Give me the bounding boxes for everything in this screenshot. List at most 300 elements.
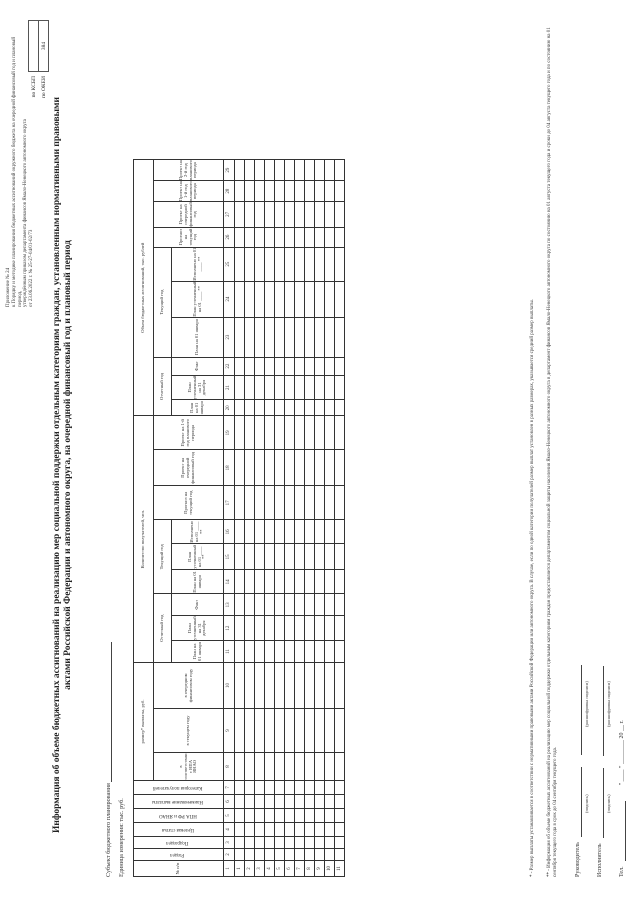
table-cell[interactable] — [285, 709, 295, 753]
table-cell[interactable] — [235, 400, 245, 416]
table-cell[interactable] — [295, 849, 305, 861]
table-cell[interactable] — [325, 227, 335, 247]
table-cell[interactable] — [245, 181, 255, 202]
table-cell[interactable] — [255, 616, 265, 641]
table-cell[interactable] — [285, 809, 295, 823]
table-cell[interactable] — [265, 416, 275, 450]
table-cell[interactable] — [265, 709, 275, 753]
table-cell[interactable] — [325, 809, 335, 823]
table-cell[interactable] — [325, 594, 335, 616]
table-cell[interactable] — [335, 202, 345, 227]
table-cell[interactable] — [265, 809, 275, 823]
table-cell[interactable] — [235, 616, 245, 641]
table-cell[interactable] — [295, 160, 305, 181]
table-cell[interactable] — [285, 795, 295, 809]
table-cell[interactable] — [265, 400, 275, 416]
table-cell[interactable] — [295, 795, 305, 809]
table-cell[interactable] — [245, 616, 255, 641]
table-cell[interactable] — [265, 160, 275, 181]
table-cell[interactable] — [325, 181, 335, 202]
table-cell[interactable] — [335, 641, 345, 663]
table-cell[interactable] — [295, 400, 305, 416]
table-cell[interactable] — [325, 641, 335, 663]
table-cell[interactable] — [335, 281, 345, 317]
table-cell[interactable] — [275, 663, 285, 709]
table-cell[interactable] — [315, 753, 325, 781]
table-cell[interactable] — [305, 357, 315, 375]
table-cell[interactable] — [245, 375, 255, 400]
table-cell[interactable] — [285, 486, 295, 520]
table-cell[interactable] — [295, 317, 305, 357]
table-cell[interactable] — [315, 663, 325, 709]
table-cell[interactable] — [295, 641, 305, 663]
table-cell[interactable] — [295, 809, 305, 823]
table-cell[interactable] — [245, 570, 255, 594]
table-cell[interactable] — [315, 416, 325, 450]
table-cell[interactable] — [265, 544, 275, 570]
table-cell[interactable] — [335, 663, 345, 709]
table-cell[interactable] — [265, 181, 275, 202]
table-cell[interactable] — [235, 663, 245, 709]
table-cell[interactable] — [295, 202, 305, 227]
table-cell[interactable] — [265, 753, 275, 781]
table-cell[interactable] — [245, 416, 255, 450]
table-cell[interactable] — [235, 570, 245, 594]
table-cell[interactable] — [255, 544, 265, 570]
table-cell[interactable] — [275, 795, 285, 809]
table-cell[interactable] — [295, 247, 305, 281]
table-cell[interactable] — [305, 849, 315, 861]
table-cell[interactable] — [305, 809, 315, 823]
table-cell[interactable] — [285, 753, 295, 781]
table-cell[interactable] — [245, 663, 255, 709]
table-cell[interactable] — [305, 520, 315, 544]
table-cell[interactable] — [255, 570, 265, 594]
table-cell[interactable] — [335, 849, 345, 861]
table-cell[interactable] — [295, 520, 305, 544]
table-cell[interactable] — [325, 709, 335, 753]
table-cell[interactable] — [255, 227, 265, 247]
table-cell[interactable] — [265, 486, 275, 520]
table-cell[interactable] — [285, 450, 295, 486]
table-cell[interactable] — [325, 202, 335, 227]
table-cell[interactable] — [335, 809, 345, 823]
table-cell[interactable] — [315, 317, 325, 357]
table-cell[interactable] — [315, 823, 325, 837]
table-cell[interactable] — [305, 227, 315, 247]
table-cell[interactable] — [295, 616, 305, 641]
table-cell[interactable] — [315, 544, 325, 570]
table-cell[interactable] — [235, 160, 245, 181]
table-cell[interactable] — [315, 227, 325, 247]
table-cell[interactable] — [325, 795, 335, 809]
table-cell[interactable] — [315, 594, 325, 616]
table-cell[interactable] — [325, 486, 335, 520]
table-cell[interactable] — [255, 641, 265, 663]
table-cell[interactable] — [335, 795, 345, 809]
table-cell[interactable] — [295, 709, 305, 753]
table-cell[interactable] — [245, 450, 255, 486]
table-cell[interactable] — [235, 486, 245, 520]
table-cell[interactable] — [275, 317, 285, 357]
table-cell[interactable] — [265, 823, 275, 837]
table-cell[interactable] — [255, 281, 265, 317]
table-cell[interactable] — [255, 809, 265, 823]
table-cell[interactable] — [285, 357, 295, 375]
table-cell[interactable] — [295, 570, 305, 594]
table-cell[interactable] — [295, 753, 305, 781]
table-cell[interactable] — [275, 570, 285, 594]
table-cell[interactable] — [255, 317, 265, 357]
table-cell[interactable] — [315, 795, 325, 809]
table-cell[interactable] — [275, 837, 285, 849]
table-cell[interactable] — [315, 281, 325, 317]
table-cell[interactable] — [305, 160, 315, 181]
table-cell[interactable] — [305, 375, 315, 400]
table-cell[interactable] — [285, 281, 295, 317]
table-cell[interactable] — [275, 375, 285, 400]
table-cell[interactable] — [305, 823, 315, 837]
table-cell[interactable] — [335, 357, 345, 375]
table-cell[interactable] — [265, 375, 275, 400]
table-cell[interactable] — [295, 357, 305, 375]
table-cell[interactable] — [235, 520, 245, 544]
table-cell[interactable] — [285, 663, 295, 709]
table-cell[interactable] — [265, 570, 275, 594]
table-cell[interactable] — [325, 849, 335, 861]
table-cell[interactable] — [245, 520, 255, 544]
table-cell[interactable] — [265, 520, 275, 544]
table-cell[interactable] — [315, 357, 325, 375]
table-cell[interactable] — [265, 227, 275, 247]
table-cell[interactable] — [335, 227, 345, 247]
table-cell[interactable] — [315, 486, 325, 520]
table-cell[interactable] — [315, 181, 325, 202]
table-cell[interactable] — [255, 160, 265, 181]
table-cell[interactable] — [255, 753, 265, 781]
table-cell[interactable] — [325, 416, 335, 450]
table-cell[interactable] — [245, 544, 255, 570]
table-cell[interactable] — [235, 823, 245, 837]
table-cell[interactable] — [255, 486, 265, 520]
table-cell[interactable] — [285, 594, 295, 616]
table-cell[interactable] — [235, 317, 245, 357]
table-cell[interactable] — [335, 181, 345, 202]
table-cell[interactable] — [295, 544, 305, 570]
table-cell[interactable] — [245, 594, 255, 616]
table-cell[interactable] — [325, 400, 335, 416]
table-cell[interactable] — [315, 837, 325, 849]
table-cell[interactable] — [335, 781, 345, 795]
table-cell[interactable] — [265, 357, 275, 375]
table-cell[interactable] — [255, 400, 265, 416]
table-cell[interactable] — [275, 181, 285, 202]
table-cell[interactable] — [265, 663, 275, 709]
table-cell[interactable] — [335, 823, 345, 837]
table-cell[interactable] — [245, 753, 255, 781]
table-cell[interactable] — [235, 357, 245, 375]
table-cell[interactable] — [305, 486, 315, 520]
table-cell[interactable] — [335, 616, 345, 641]
table-cell[interactable] — [285, 520, 295, 544]
table-cell[interactable] — [265, 594, 275, 616]
table-cell[interactable] — [235, 202, 245, 227]
table-cell[interactable] — [335, 544, 345, 570]
table-cell[interactable] — [305, 709, 315, 753]
table-cell[interactable] — [305, 544, 315, 570]
table-cell[interactable] — [245, 202, 255, 227]
table-cell[interactable] — [325, 781, 335, 795]
table-cell[interactable] — [255, 357, 265, 375]
table-cell[interactable] — [235, 781, 245, 795]
table-cell[interactable] — [275, 781, 285, 795]
table-cell[interactable] — [335, 594, 345, 616]
table-cell[interactable] — [255, 375, 265, 400]
table-cell[interactable] — [285, 181, 295, 202]
table-cell[interactable] — [335, 375, 345, 400]
table-cell[interactable] — [245, 809, 255, 823]
table-cell[interactable] — [295, 281, 305, 317]
table-cell[interactable] — [235, 795, 245, 809]
table-cell[interactable] — [235, 450, 245, 486]
table-cell[interactable] — [325, 450, 335, 486]
table-cell[interactable] — [275, 416, 285, 450]
table-cell[interactable] — [295, 594, 305, 616]
table-cell[interactable] — [235, 849, 245, 861]
table-cell[interactable] — [335, 416, 345, 450]
table-cell[interactable] — [285, 849, 295, 861]
table-cell[interactable] — [245, 795, 255, 809]
table-cell[interactable] — [285, 247, 295, 281]
table-cell[interactable] — [285, 837, 295, 849]
table-cell[interactable] — [285, 416, 295, 450]
table-cell[interactable] — [275, 357, 285, 375]
table-cell[interactable] — [305, 181, 315, 202]
table-cell[interactable] — [325, 823, 335, 837]
table-cell[interactable] — [255, 663, 265, 709]
table-cell[interactable] — [245, 400, 255, 416]
table-cell[interactable] — [285, 781, 295, 795]
table-cell[interactable] — [315, 450, 325, 486]
table-cell[interactable] — [325, 753, 335, 781]
table-cell[interactable] — [255, 181, 265, 202]
table-cell[interactable] — [325, 357, 335, 375]
table-cell[interactable] — [275, 227, 285, 247]
table-cell[interactable] — [245, 641, 255, 663]
table-cell[interactable] — [315, 809, 325, 823]
table-cell[interactable] — [245, 709, 255, 753]
table-cell[interactable] — [245, 823, 255, 837]
table-cell[interactable] — [275, 520, 285, 544]
table-cell[interactable] — [325, 570, 335, 594]
table-cell[interactable] — [325, 616, 335, 641]
table-cell[interactable] — [265, 281, 275, 317]
table-cell[interactable] — [335, 160, 345, 181]
table-cell[interactable] — [285, 570, 295, 594]
table-cell[interactable] — [315, 202, 325, 227]
table-cell[interactable] — [315, 400, 325, 416]
table-cell[interactable] — [235, 227, 245, 247]
table-cell[interactable] — [315, 570, 325, 594]
table-cell[interactable] — [255, 795, 265, 809]
table-cell[interactable] — [235, 375, 245, 400]
table-cell[interactable] — [275, 544, 285, 570]
table-cell[interactable] — [325, 663, 335, 709]
table-cell[interactable] — [335, 486, 345, 520]
table-cell[interactable] — [335, 570, 345, 594]
table-cell[interactable] — [335, 709, 345, 753]
table-cell[interactable] — [295, 837, 305, 849]
table-cell[interactable] — [295, 416, 305, 450]
table-cell[interactable] — [265, 247, 275, 281]
table-cell[interactable] — [315, 247, 325, 281]
table-cell[interactable] — [255, 416, 265, 450]
table-cell[interactable] — [305, 247, 315, 281]
table-cell[interactable] — [245, 837, 255, 849]
table-cell[interactable] — [315, 375, 325, 400]
table-cell[interactable] — [305, 795, 315, 809]
table-cell[interactable] — [285, 317, 295, 357]
table-cell[interactable] — [265, 795, 275, 809]
table-cell[interactable] — [255, 837, 265, 849]
table-cell[interactable] — [275, 450, 285, 486]
table-cell[interactable] — [295, 450, 305, 486]
table-cell[interactable] — [245, 281, 255, 317]
table-cell[interactable] — [305, 450, 315, 486]
table-cell[interactable] — [305, 594, 315, 616]
table-cell[interactable] — [285, 227, 295, 247]
table-cell[interactable] — [245, 781, 255, 795]
table-cell[interactable] — [325, 837, 335, 849]
table-cell[interactable] — [335, 450, 345, 486]
table-cell[interactable] — [265, 837, 275, 849]
table-cell[interactable] — [235, 753, 245, 781]
table-cell[interactable] — [305, 641, 315, 663]
table-cell[interactable] — [325, 281, 335, 317]
table-cell[interactable] — [235, 709, 245, 753]
table-cell[interactable] — [325, 317, 335, 357]
table-cell[interactable] — [235, 594, 245, 616]
table-cell[interactable] — [305, 753, 315, 781]
table-cell[interactable] — [305, 416, 315, 450]
table-cell[interactable] — [325, 247, 335, 281]
table-cell[interactable] — [305, 616, 315, 641]
table-cell[interactable] — [325, 160, 335, 181]
table-cell[interactable] — [245, 227, 255, 247]
table-cell[interactable] — [275, 594, 285, 616]
table-cell[interactable] — [235, 809, 245, 823]
table-cell[interactable] — [255, 823, 265, 837]
table-cell[interactable] — [305, 400, 315, 416]
table-cell[interactable] — [235, 281, 245, 317]
table-cell[interactable] — [265, 849, 275, 861]
table-cell[interactable] — [315, 616, 325, 641]
table-cell[interactable] — [275, 486, 285, 520]
table-cell[interactable] — [315, 641, 325, 663]
table-cell[interactable] — [265, 317, 275, 357]
table-cell[interactable] — [305, 202, 315, 227]
table-cell[interactable] — [315, 160, 325, 181]
table-cell[interactable] — [235, 544, 245, 570]
table-cell[interactable] — [335, 837, 345, 849]
table-cell[interactable] — [285, 160, 295, 181]
table-cell[interactable] — [295, 227, 305, 247]
table-cell[interactable] — [255, 849, 265, 861]
table-cell[interactable] — [305, 781, 315, 795]
table-cell[interactable] — [325, 520, 335, 544]
table-cell[interactable] — [285, 641, 295, 663]
table-cell[interactable] — [235, 641, 245, 663]
table-cell[interactable] — [275, 709, 285, 753]
table-cell[interactable] — [255, 594, 265, 616]
table-cell[interactable] — [305, 281, 315, 317]
table-cell[interactable] — [245, 317, 255, 357]
table-cell[interactable] — [305, 663, 315, 709]
table-cell[interactable] — [235, 181, 245, 202]
table-cell[interactable] — [275, 281, 285, 317]
table-cell[interactable] — [245, 486, 255, 520]
table-cell[interactable] — [315, 849, 325, 861]
table-cell[interactable] — [275, 753, 285, 781]
table-cell[interactable] — [335, 317, 345, 357]
table-cell[interactable] — [295, 781, 305, 795]
table-cell[interactable] — [245, 247, 255, 281]
table-cell[interactable] — [275, 247, 285, 281]
table-cell[interactable] — [325, 375, 335, 400]
table-cell[interactable] — [255, 247, 265, 281]
table-cell[interactable] — [275, 849, 285, 861]
table-cell[interactable] — [255, 520, 265, 544]
table-cell[interactable] — [295, 663, 305, 709]
table-cell[interactable] — [265, 450, 275, 486]
table-cell[interactable] — [275, 809, 285, 823]
table-cell[interactable] — [305, 570, 315, 594]
table-cell[interactable] — [245, 160, 255, 181]
table-cell[interactable] — [255, 709, 265, 753]
table-cell[interactable] — [235, 416, 245, 450]
table-cell[interactable] — [285, 823, 295, 837]
table-cell[interactable] — [295, 375, 305, 400]
table-cell[interactable] — [275, 641, 285, 663]
table-cell[interactable] — [285, 616, 295, 641]
table-cell[interactable] — [285, 375, 295, 400]
table-cell[interactable] — [325, 544, 335, 570]
table-cell[interactable] — [315, 709, 325, 753]
table-cell[interactable] — [285, 202, 295, 227]
table-cell[interactable] — [255, 202, 265, 227]
table-cell[interactable] — [245, 357, 255, 375]
table-cell[interactable] — [275, 202, 285, 227]
table-cell[interactable] — [335, 753, 345, 781]
table-cell[interactable] — [335, 400, 345, 416]
table-cell[interactable] — [245, 849, 255, 861]
table-cell[interactable] — [255, 781, 265, 795]
table-cell[interactable] — [305, 317, 315, 357]
table-cell[interactable] — [275, 823, 285, 837]
table-cell[interactable] — [305, 837, 315, 849]
table-cell[interactable] — [335, 247, 345, 281]
table-cell[interactable] — [265, 616, 275, 641]
table-cell[interactable] — [235, 837, 245, 849]
table-cell[interactable] — [295, 181, 305, 202]
table-cell[interactable] — [285, 400, 295, 416]
table-cell[interactable] — [265, 641, 275, 663]
table-cell[interactable] — [275, 400, 285, 416]
table-cell[interactable] — [265, 202, 275, 227]
table-cell[interactable] — [315, 520, 325, 544]
table-cell[interactable] — [275, 616, 285, 641]
table-cell[interactable] — [335, 520, 345, 544]
